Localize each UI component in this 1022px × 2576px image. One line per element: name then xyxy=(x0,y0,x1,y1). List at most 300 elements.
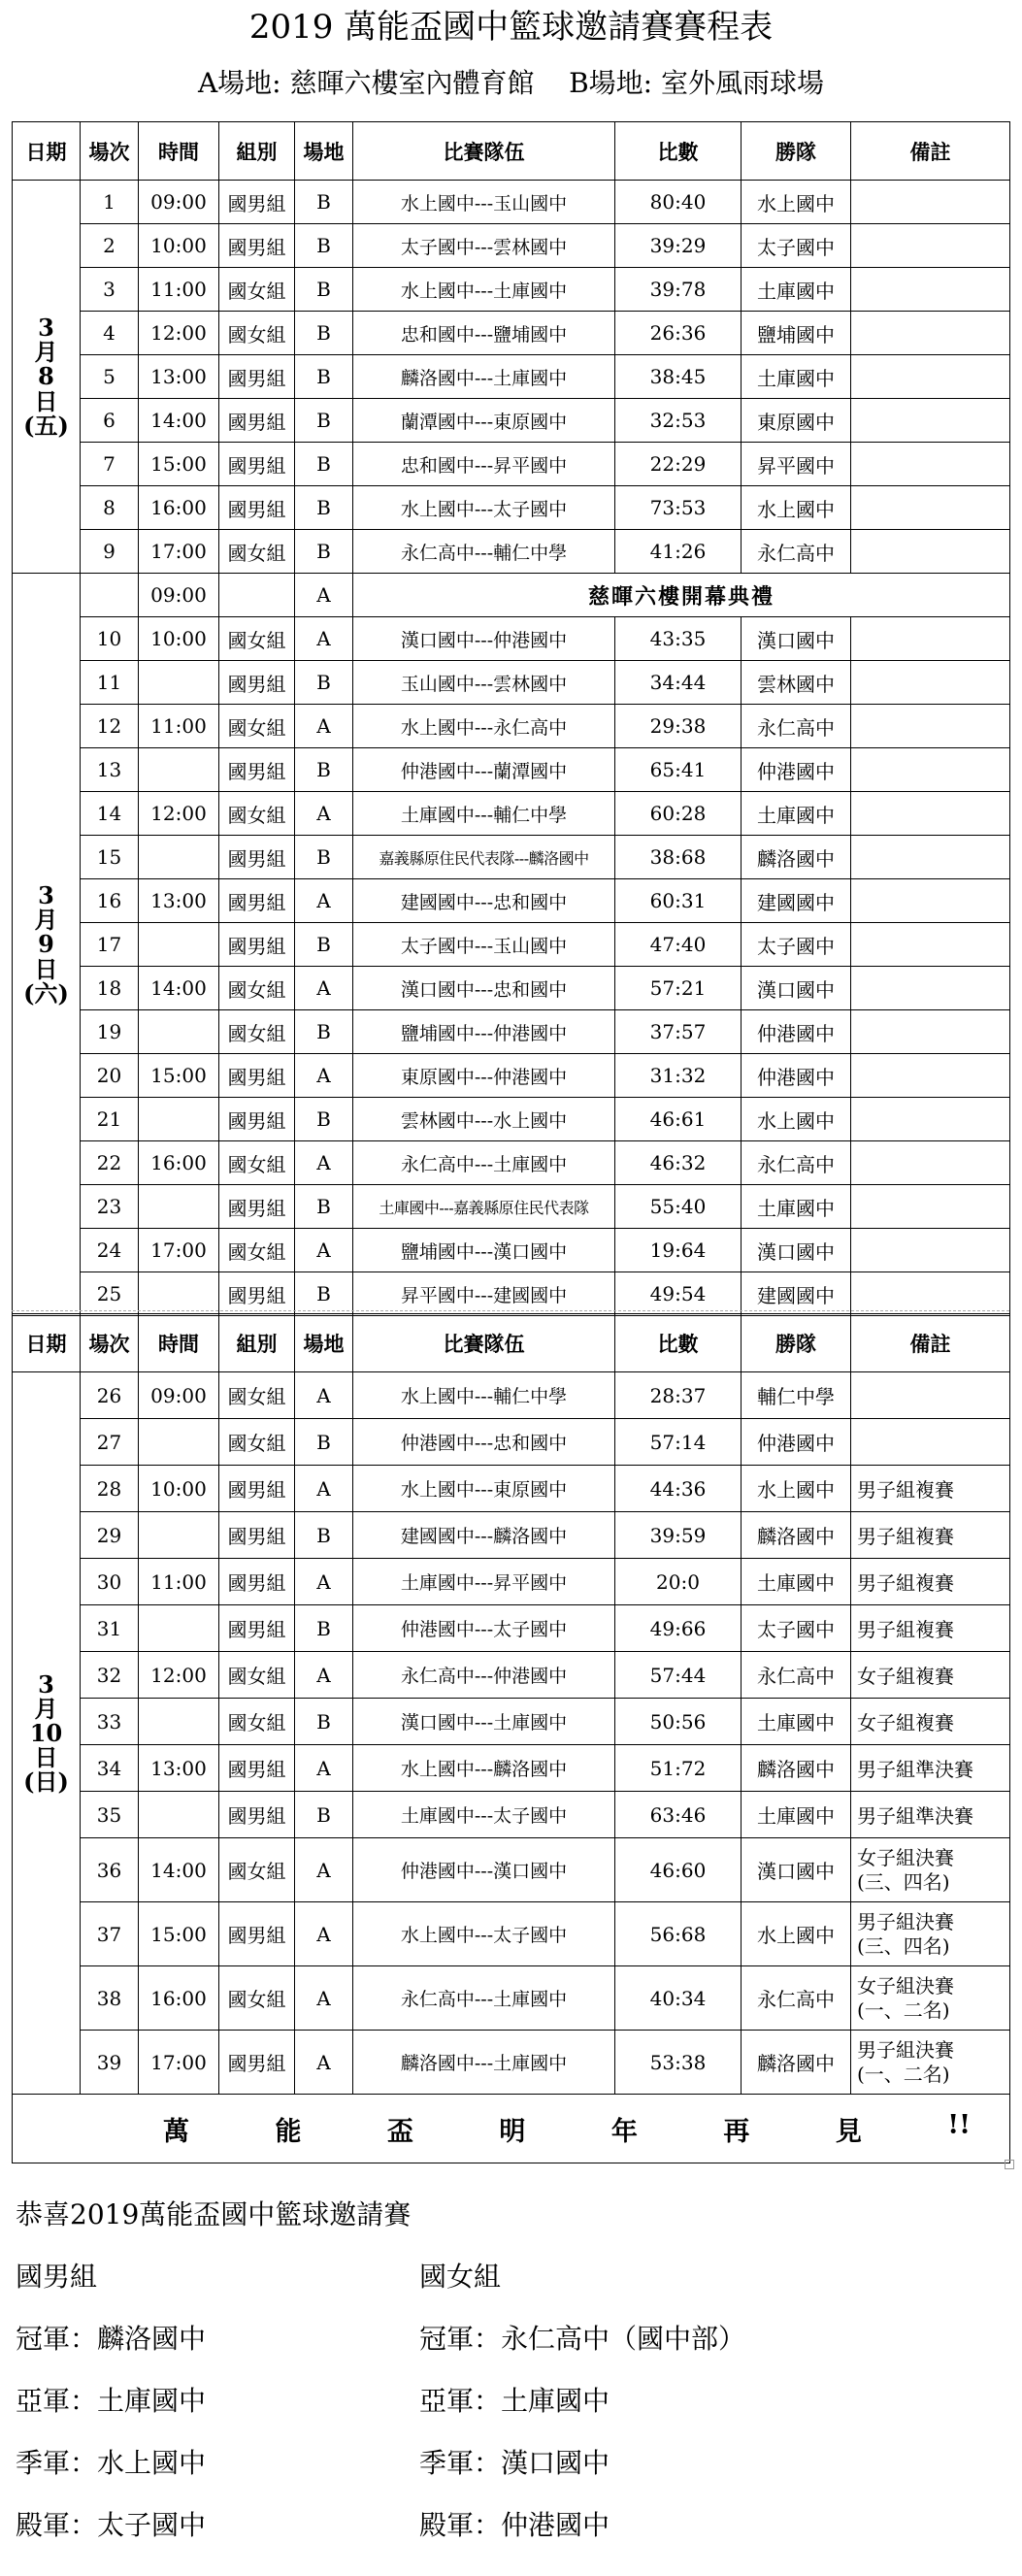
header-venue: 場地 xyxy=(295,122,353,181)
game-time: 13:00 xyxy=(139,355,219,399)
game-time: 12:00 xyxy=(139,312,219,355)
game-winner: 土庫國中 xyxy=(742,1699,851,1745)
game-score: 63:46 xyxy=(615,1792,742,1838)
game-row xyxy=(13,1229,1010,1272)
game-time: 17:00 xyxy=(139,2031,219,2095)
game-winner: 土庫國中 xyxy=(742,1559,851,1605)
game-teams: 昇平國中---建國國中 xyxy=(353,1272,615,1316)
game-score: 38:68 xyxy=(615,836,742,879)
game-score: 46:32 xyxy=(615,1141,742,1185)
game-group: 國男組 xyxy=(219,923,295,967)
game-note: 男子組準決賽 xyxy=(851,1792,1010,1838)
game-number: 1 xyxy=(81,181,139,224)
game-note xyxy=(851,705,1010,748)
game-number: 17 xyxy=(81,923,139,967)
game-venue: B xyxy=(295,1792,353,1838)
game-group: 國男組 xyxy=(219,486,295,530)
header-note: 備註 xyxy=(851,1314,1010,1372)
game-note-line2: (一、二名) xyxy=(857,1998,950,2022)
game-row xyxy=(13,879,1010,923)
game-row xyxy=(13,705,1010,748)
page-title: 2019 萬能盃國中籃球邀請賽賽程表 xyxy=(248,8,774,47)
game-number: 34 xyxy=(81,1745,139,1792)
game-group: 國男組 xyxy=(219,1745,295,1792)
game-winner: 漢口國中 xyxy=(742,617,851,661)
game-number: 8 xyxy=(81,486,139,530)
game-row xyxy=(13,224,1010,268)
header-note: 備註 xyxy=(851,122,1010,181)
game-score: 43:35 xyxy=(615,617,742,661)
game-teams: 仲港國中---蘭潭國中 xyxy=(353,748,615,792)
game-teams: 土庫國中---太子國中 xyxy=(353,1792,615,1838)
game-teams: 漢口國中---忠和國中 xyxy=(353,967,615,1010)
game-row xyxy=(13,1054,1010,1098)
game-note xyxy=(851,1966,1010,2031)
game-number: 25 xyxy=(81,1272,139,1316)
header-winner: 勝隊 xyxy=(742,1314,851,1372)
game-note xyxy=(851,661,1010,705)
game-teams: 麟洛國中---土庫國中 xyxy=(353,355,615,399)
date-part: 月 xyxy=(34,906,58,935)
game-teams: 忠和國中---鹽埔國中 xyxy=(353,312,615,355)
game-winner: 仲港國中 xyxy=(742,748,851,792)
header-venue: 場地 xyxy=(295,1314,353,1372)
game-row xyxy=(13,1419,1010,1466)
game-number: 21 xyxy=(81,1098,139,1141)
game-row xyxy=(13,748,1010,792)
game-note xyxy=(851,224,1010,268)
game-number: 35 xyxy=(81,1792,139,1838)
game-row xyxy=(13,1699,1010,1745)
game-group: 國男組 xyxy=(219,1512,295,1559)
game-venue: A xyxy=(295,1054,353,1098)
game-winner: 土庫國中 xyxy=(742,268,851,312)
game-winner: 輔仁中學 xyxy=(742,1372,851,1419)
header-teams: 比賽隊伍 xyxy=(353,1314,615,1372)
game-time: 11:00 xyxy=(139,268,219,312)
game-number: 13 xyxy=(81,748,139,792)
game-teams: 水上國中---土庫國中 xyxy=(353,268,615,312)
game-score: 46:61 xyxy=(615,1098,742,1141)
game-row xyxy=(13,530,1010,574)
game-group: 國女組 xyxy=(219,312,295,355)
game-note xyxy=(851,312,1010,355)
game-score: 57:14 xyxy=(615,1419,742,1466)
game-winner: 漢口國中 xyxy=(742,1838,851,1902)
game-note xyxy=(851,1185,1010,1229)
game-winner: 漢口國中 xyxy=(742,967,851,1010)
game-number: 7 xyxy=(81,443,139,486)
game-teams: 永仁高中---仲港國中 xyxy=(353,1652,615,1699)
date-part: 9 xyxy=(38,930,54,959)
game-score: 47:40 xyxy=(615,923,742,967)
game-teams: 仲港國中---忠和國中 xyxy=(353,1419,615,1466)
game-note xyxy=(851,967,1010,1010)
ceremony-number xyxy=(81,574,139,617)
game-venue: B xyxy=(295,1185,353,1229)
game-teams: 永仁高中---土庫國中 xyxy=(353,1141,615,1185)
game-note xyxy=(851,1419,1010,1466)
footer-char: 能 xyxy=(275,2116,302,2147)
date-cell xyxy=(13,1372,81,2095)
game-number: 5 xyxy=(81,355,139,399)
game-score: 51:72 xyxy=(615,1745,742,1792)
game-winner: 麟洛國中 xyxy=(742,1512,851,1559)
game-row xyxy=(13,1652,1010,1699)
footer-char: 萬 xyxy=(163,2116,189,2147)
game-teams: 水上國中---太子國中 xyxy=(353,1902,615,1966)
game-group: 國女組 xyxy=(219,1838,295,1902)
game-number: 3 xyxy=(81,268,139,312)
header-round: 場次 xyxy=(81,122,139,181)
game-group: 國男組 xyxy=(219,836,295,879)
game-group: 國女組 xyxy=(219,1010,295,1054)
game-group: 國男組 xyxy=(219,1792,295,1838)
game-score: 29:38 xyxy=(615,705,742,748)
header-time: 時間 xyxy=(139,1314,219,1372)
girls-group-label: 國女組 xyxy=(419,2261,502,2293)
game-group: 國男組 xyxy=(219,748,295,792)
game-row xyxy=(13,268,1010,312)
girls-champion: 冠軍：永仁高中（國中部） xyxy=(419,2323,746,2355)
game-row xyxy=(13,1141,1010,1185)
game-teams: 水上國中---東原國中 xyxy=(353,1466,615,1512)
game-note-line2: (一、二名) xyxy=(857,2062,950,2086)
date-part: 3 xyxy=(38,881,54,910)
game-teams: 太子國中---玉山國中 xyxy=(353,923,615,967)
game-number: 28 xyxy=(81,1466,139,1512)
game-group: 國男組 xyxy=(219,1054,295,1098)
game-number: 30 xyxy=(81,1559,139,1605)
game-teams: 仲港國中---太子國中 xyxy=(353,1605,615,1652)
game-group: 國男組 xyxy=(219,661,295,705)
date-part: 月 xyxy=(34,1694,58,1723)
game-teams: 仲港國中---漢口國中 xyxy=(353,1838,615,1902)
game-time: 11:00 xyxy=(139,1559,219,1605)
game-score: 40:34 xyxy=(615,1966,742,2031)
game-winner: 雲林國中 xyxy=(742,661,851,705)
day2-rows xyxy=(13,574,1010,1316)
game-winner: 仲港國中 xyxy=(742,1419,851,1466)
game-winner: 水上國中 xyxy=(742,181,851,224)
game-number: 9 xyxy=(81,530,139,574)
game-group: 國男組 xyxy=(219,443,295,486)
ceremony-venue: A xyxy=(295,574,353,617)
game-note xyxy=(851,923,1010,967)
game-score: 57:21 xyxy=(615,967,742,1010)
game-time: 16:00 xyxy=(139,1141,219,1185)
game-score: 57:44 xyxy=(615,1652,742,1699)
game-teams: 永仁高中---土庫國中 xyxy=(353,1966,615,2031)
game-note: 男子組複賽 xyxy=(851,1605,1010,1652)
game-score: 80:40 xyxy=(615,181,742,224)
game-teams: 水上國中---太子國中 xyxy=(353,486,615,530)
footer-char: 再 xyxy=(723,2116,750,2147)
schedule-table-part1 xyxy=(12,121,1010,1316)
game-winner: 土庫國中 xyxy=(742,792,851,836)
game-group: 國女組 xyxy=(219,617,295,661)
game-number: 26 xyxy=(81,1372,139,1419)
footer-char: 見 xyxy=(835,2116,862,2147)
game-teams: 漢口國中---土庫國中 xyxy=(353,1699,615,1745)
game-winner: 水上國中 xyxy=(742,1902,851,1966)
game-winner: 建國國中 xyxy=(742,879,851,923)
footer-char: 盃 xyxy=(386,2116,413,2147)
game-group: 國男組 xyxy=(219,2031,295,2095)
game-time xyxy=(139,923,219,967)
game-winner: 水上國中 xyxy=(742,486,851,530)
game-row xyxy=(13,1966,1010,2031)
game-number: 2 xyxy=(81,224,139,268)
table-corner-marker xyxy=(1005,2160,1014,2169)
game-score: 38:45 xyxy=(615,355,742,399)
game-winner: 永仁高中 xyxy=(742,1966,851,2031)
game-time xyxy=(139,748,219,792)
game-note xyxy=(851,355,1010,399)
game-venue: A xyxy=(295,1229,353,1272)
game-note xyxy=(851,181,1010,224)
game-score: 39:78 xyxy=(615,268,742,312)
game-row xyxy=(13,1466,1010,1512)
game-score: 49:54 xyxy=(615,1272,742,1316)
game-teams: 水上國中---永仁高中 xyxy=(353,705,615,748)
game-note xyxy=(851,836,1010,879)
game-score: 53:38 xyxy=(615,2031,742,2095)
game-winner: 太子國中 xyxy=(742,1605,851,1652)
game-score: 56:68 xyxy=(615,1902,742,1966)
game-time: 15:00 xyxy=(139,1902,219,1966)
game-number: 22 xyxy=(81,1141,139,1185)
table-header-row xyxy=(13,122,1010,181)
game-time: 17:00 xyxy=(139,1229,219,1272)
date-part: (日) xyxy=(23,1767,69,1797)
game-time xyxy=(139,1792,219,1838)
date-part: (五) xyxy=(23,411,69,440)
game-number: 19 xyxy=(81,1010,139,1054)
game-group: 國女組 xyxy=(219,1419,295,1466)
game-score: 22:29 xyxy=(615,443,742,486)
game-winner: 土庫國中 xyxy=(742,1185,851,1229)
game-teams: 玉山國中---雲林國中 xyxy=(353,661,615,705)
game-row xyxy=(13,1838,1010,1902)
game-group: 國男組 xyxy=(219,181,295,224)
header-score: 比數 xyxy=(615,1314,742,1372)
game-venue: A xyxy=(295,617,353,661)
game-teams: 土庫國中---昇平國中 xyxy=(353,1559,615,1605)
game-group: 國女組 xyxy=(219,1652,295,1699)
game-note xyxy=(851,1902,1010,1966)
game-venue: A xyxy=(295,1141,353,1185)
game-number: 39 xyxy=(81,2031,139,2095)
game-score: 39:59 xyxy=(615,1512,742,1559)
game-time xyxy=(139,1512,219,1559)
game-note xyxy=(851,1372,1010,1419)
boys-group-label: 國男組 xyxy=(16,2261,98,2293)
game-note xyxy=(851,2031,1010,2095)
game-note xyxy=(851,268,1010,312)
game-number: 20 xyxy=(81,1054,139,1098)
game-group: 國男組 xyxy=(219,355,295,399)
game-time xyxy=(139,1010,219,1054)
game-note-line1: 男子組決賽 xyxy=(857,2037,954,2062)
game-score: 28:37 xyxy=(615,1372,742,1419)
game-note xyxy=(851,1229,1010,1272)
game-venue: A xyxy=(295,1966,353,2031)
game-note xyxy=(851,1010,1010,1054)
game-note-line2: (三、四名) xyxy=(857,1933,950,1958)
game-group: 國男組 xyxy=(219,399,295,443)
game-venue: A xyxy=(295,1372,353,1419)
game-score: 31:32 xyxy=(615,1054,742,1098)
game-note: 男子組複賽 xyxy=(851,1559,1010,1605)
game-note xyxy=(851,1098,1010,1141)
date-cell xyxy=(13,574,81,1316)
game-note xyxy=(851,617,1010,661)
game-winner: 土庫國中 xyxy=(742,1792,851,1838)
game-note xyxy=(851,399,1010,443)
game-note xyxy=(851,879,1010,923)
game-note xyxy=(851,1838,1010,1902)
game-teams: 永仁高中---輔仁中學 xyxy=(353,530,615,574)
game-score: 49:66 xyxy=(615,1605,742,1652)
game-number: 24 xyxy=(81,1229,139,1272)
game-group: 國女組 xyxy=(219,1966,295,2031)
game-group: 國女組 xyxy=(219,268,295,312)
date-part: 8 xyxy=(38,362,54,391)
game-time xyxy=(139,1098,219,1141)
game-number: 23 xyxy=(81,1185,139,1229)
game-time: 12:00 xyxy=(139,792,219,836)
game-venue: A xyxy=(295,879,353,923)
game-time xyxy=(139,1605,219,1652)
game-score: 50:56 xyxy=(615,1699,742,1745)
game-time: 13:00 xyxy=(139,879,219,923)
game-venue: A xyxy=(295,2031,353,2095)
game-teams: 水上國中---玉山國中 xyxy=(353,181,615,224)
game-time: 14:00 xyxy=(139,1838,219,1902)
venue-legend: A場地: 慈暉六樓室內體育館 B場地: 室外風雨球場 xyxy=(197,67,825,99)
game-note-line2: (三、四名) xyxy=(857,1869,950,1894)
date-cell xyxy=(13,181,81,574)
game-note: 男子組複賽 xyxy=(851,1466,1010,1512)
game-note-line1: 女子組決賽 xyxy=(857,1845,954,1869)
header-winner: 勝隊 xyxy=(742,122,851,181)
header-group: 組別 xyxy=(219,122,295,181)
game-winner: 太子國中 xyxy=(742,923,851,967)
game-group: 國女組 xyxy=(219,1372,295,1419)
game-winner: 鹽埔國中 xyxy=(742,312,851,355)
footer-char: !! xyxy=(947,2109,971,2140)
game-winner: 昇平國中 xyxy=(742,443,851,486)
game-venue: B xyxy=(295,1010,353,1054)
game-teams: 太子國中---雲林國中 xyxy=(353,224,615,268)
game-group: 國男組 xyxy=(219,1902,295,1966)
game-time: 09:00 xyxy=(139,1372,219,1419)
game-number: 16 xyxy=(81,879,139,923)
table-header-row xyxy=(13,1314,1010,1372)
game-row xyxy=(13,355,1010,399)
footer-char: 明 xyxy=(499,2116,526,2147)
game-row xyxy=(13,181,1010,224)
game-score: 73:53 xyxy=(615,486,742,530)
game-row xyxy=(13,1559,1010,1605)
game-row xyxy=(13,443,1010,486)
game-row xyxy=(13,836,1010,879)
game-group: 國男組 xyxy=(219,1466,295,1512)
game-note: 女子組複賽 xyxy=(851,1699,1010,1745)
header-time: 時間 xyxy=(139,122,219,181)
game-venue: A xyxy=(295,705,353,748)
date-part: 日 xyxy=(34,386,58,415)
game-group: 國男組 xyxy=(219,1185,295,1229)
game-note xyxy=(851,1054,1010,1098)
game-row xyxy=(13,617,1010,661)
game-winner: 麟洛國中 xyxy=(742,1745,851,1792)
game-row xyxy=(13,661,1010,705)
game-winner: 水上國中 xyxy=(742,1466,851,1512)
date-part: (六) xyxy=(23,978,69,1007)
game-score: 60:31 xyxy=(615,879,742,923)
game-winner: 永仁高中 xyxy=(742,705,851,748)
game-group: 國女組 xyxy=(219,530,295,574)
game-number: 14 xyxy=(81,792,139,836)
game-row xyxy=(13,486,1010,530)
game-row xyxy=(13,1372,1010,1419)
game-venue: B xyxy=(295,399,353,443)
game-group: 國女組 xyxy=(219,1141,295,1185)
game-row xyxy=(13,1745,1010,1792)
game-venue: B xyxy=(295,661,353,705)
game-time: 10:00 xyxy=(139,1466,219,1512)
game-row xyxy=(13,792,1010,836)
game-venue: A xyxy=(295,1652,353,1699)
footer-row xyxy=(13,2095,1010,2163)
game-teams: 建國國中---忠和國中 xyxy=(353,879,615,923)
game-time xyxy=(139,661,219,705)
game-score: 55:40 xyxy=(615,1185,742,1229)
header-teams: 比賽隊伍 xyxy=(353,122,615,181)
game-venue: A xyxy=(295,1559,353,1605)
game-number: 18 xyxy=(81,967,139,1010)
game-venue: A xyxy=(295,1838,353,1902)
game-number: 11 xyxy=(81,661,139,705)
footer-char: 年 xyxy=(610,2116,638,2147)
game-venue: B xyxy=(295,923,353,967)
game-winner: 仲港國中 xyxy=(742,1054,851,1098)
game-teams: 土庫國中---輔仁中學 xyxy=(353,792,615,836)
game-time: 14:00 xyxy=(139,967,219,1010)
game-winner: 太子國中 xyxy=(742,224,851,268)
game-venue: B xyxy=(295,443,353,486)
game-venue: B xyxy=(295,1512,353,1559)
page-break-line xyxy=(12,1310,1009,1311)
game-venue: A xyxy=(295,967,353,1010)
game-number: 29 xyxy=(81,1512,139,1559)
boys-champion: 冠軍：麟洛國中 xyxy=(16,2323,207,2355)
game-winner: 麟洛國中 xyxy=(742,836,851,879)
game-number: 38 xyxy=(81,1966,139,2031)
header-date: 日期 xyxy=(13,1314,81,1372)
game-venue: A xyxy=(295,1902,353,1966)
game-number: 32 xyxy=(81,1652,139,1699)
game-venue: B xyxy=(295,486,353,530)
game-venue: A xyxy=(295,1466,353,1512)
game-time: 16:00 xyxy=(139,486,219,530)
game-score: 41:26 xyxy=(615,530,742,574)
game-row xyxy=(13,1792,1010,1838)
game-group: 國女組 xyxy=(219,705,295,748)
game-number: 37 xyxy=(81,1902,139,1966)
